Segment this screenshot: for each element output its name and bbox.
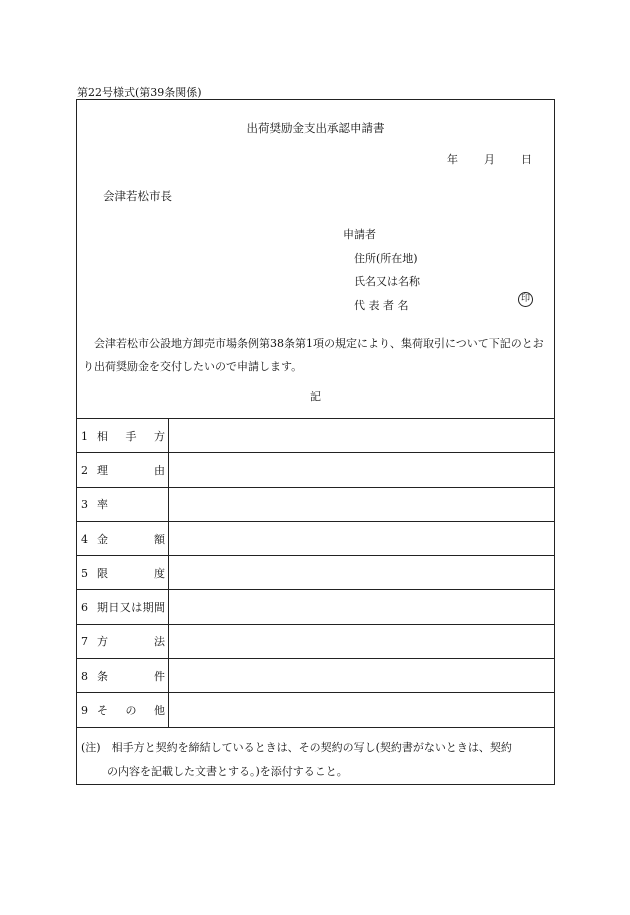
- applicant-name-label: 氏名又は名称: [354, 275, 420, 288]
- item-value-cell[interactable]: [169, 556, 555, 590]
- form-number-label: 第22号様式(第39条関係): [77, 86, 202, 99]
- item-label: 条件: [97, 669, 165, 683]
- item-number: 8: [81, 669, 88, 683]
- item-value-cell[interactable]: [169, 659, 555, 693]
- items-table: [76, 418, 555, 728]
- applicant-address-label: 住所(所在地): [354, 251, 418, 265]
- table-row: [77, 659, 555, 693]
- table-row: [77, 590, 555, 624]
- item-label-cell: [77, 624, 169, 658]
- item-label: 理由: [97, 463, 165, 477]
- table-row: [77, 521, 555, 555]
- item-label: 限度: [97, 566, 165, 580]
- seal-mark: 印: [518, 292, 533, 307]
- table-row: [77, 693, 555, 727]
- applicant-heading: 申請者: [343, 228, 376, 241]
- table-row: [77, 624, 555, 658]
- note-line-1: (注) 相手方と契約を締結しているときは、その契約の写し(契約書がないときは、契約: [81, 741, 512, 754]
- ki-heading: 記: [310, 390, 321, 403]
- item-label: 相手方: [97, 429, 165, 443]
- table-row: [77, 487, 555, 521]
- application-form: [76, 99, 555, 785]
- date-year: 年: [447, 153, 458, 166]
- item-number: 7: [81, 635, 88, 649]
- applicant-representative-label: 代 表 者 名: [354, 298, 409, 312]
- item-label-cell: [77, 556, 169, 590]
- item-number: 4: [81, 532, 88, 546]
- applicant-block: [343, 223, 420, 317]
- item-label-cell: [77, 590, 169, 624]
- form-title: 出荷奨励金支出承認申請書: [246, 121, 385, 135]
- item-number: 9: [81, 704, 88, 718]
- table-row: [77, 556, 555, 590]
- item-value-cell[interactable]: [169, 419, 555, 453]
- item-label-cell: [77, 487, 169, 521]
- date-line: [447, 151, 532, 167]
- item-label: 方法: [97, 635, 165, 649]
- body-text: 会津若松市公設地方卸売市場条例第38条第1項の規定により、集荷取引について下記のとおり出荷奨励金を交付したいので申請します。: [83, 337, 544, 373]
- item-label: 金額: [97, 532, 165, 546]
- item-number: 3: [81, 498, 88, 512]
- note-line-2: の内容を記載した文書とする。)を添付すること。: [107, 765, 348, 778]
- note: [81, 736, 548, 784]
- item-value-cell[interactable]: [169, 693, 555, 727]
- table-row: [77, 419, 555, 453]
- item-value-cell[interactable]: [169, 590, 555, 624]
- date-month: 月: [484, 153, 495, 166]
- item-number: 6: [81, 601, 88, 615]
- item-value-cell[interactable]: [169, 624, 555, 658]
- item-label-cell: [77, 659, 169, 693]
- item-label-cell: [77, 521, 169, 555]
- item-number: 5: [81, 566, 88, 580]
- item-number: 2: [81, 463, 88, 477]
- item-label-cell: [77, 453, 169, 487]
- table-row: [77, 453, 555, 487]
- item-value-cell[interactable]: [169, 521, 555, 555]
- addressee: 会津若松市長: [103, 189, 172, 203]
- item-value-cell[interactable]: [169, 487, 555, 521]
- item-label-cell: [77, 693, 169, 727]
- date-day: 日: [521, 153, 532, 166]
- item-label: その他: [97, 704, 165, 718]
- item-number: 1: [81, 429, 88, 443]
- item-label: 率: [97, 498, 108, 512]
- item-value-cell[interactable]: [169, 453, 555, 487]
- item-label: 期日又は期間: [97, 601, 165, 615]
- item-label-cell: [77, 419, 169, 453]
